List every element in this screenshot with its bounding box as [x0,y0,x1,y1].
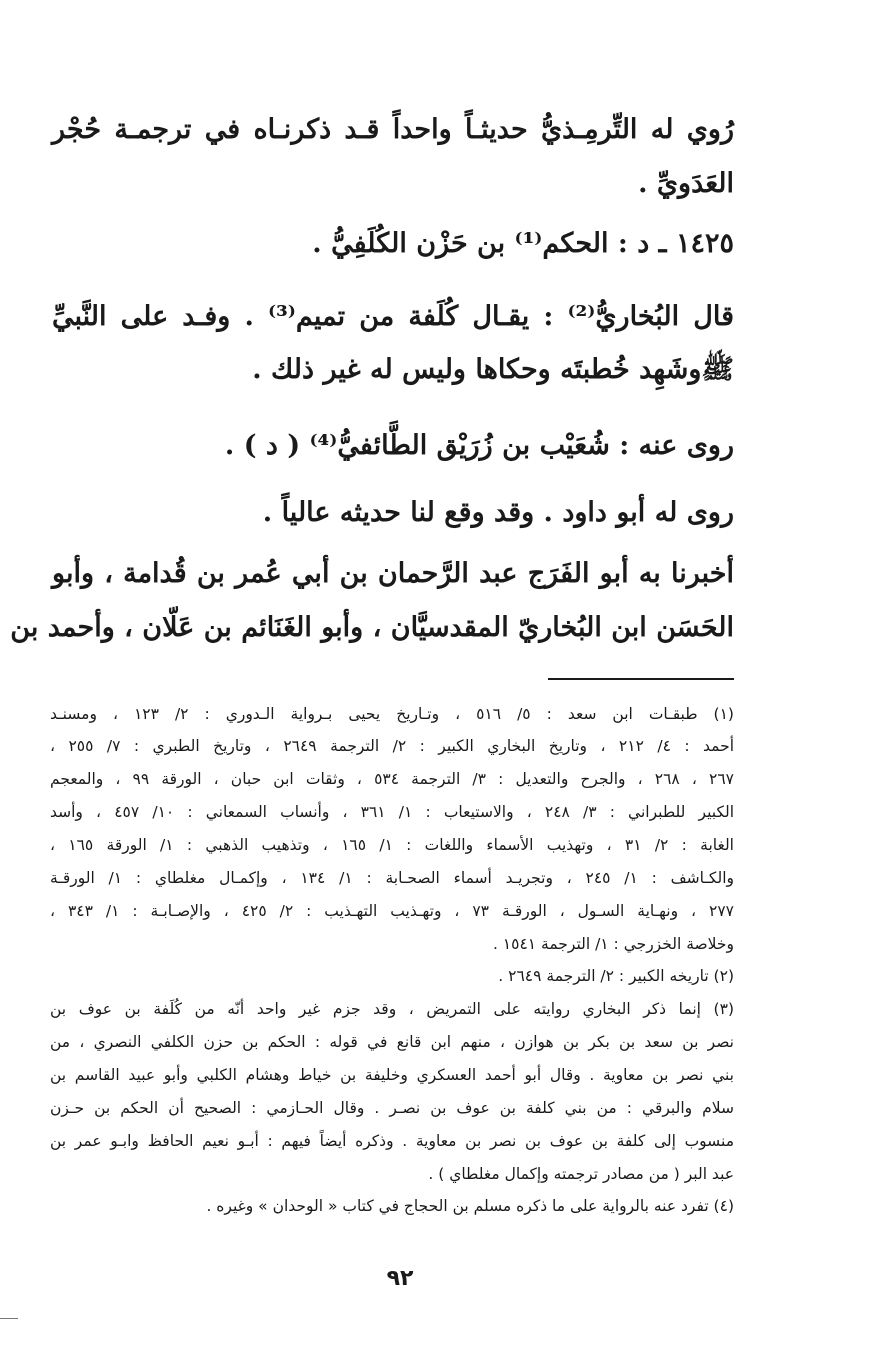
main-text-line-2: العَدَويِّ . [638,168,734,199]
scan-edge-mark [0,1318,18,1319]
footnote-separator [548,678,734,680]
footnote-line: ٢٦٧ ، ٢٦٨ ، والجرح والتعديل : ٣/ الترجمة ٥٣٤ ، وثقات ابن حبان ، الورقة ٩٩ ، والمعجم [50,770,734,788]
main-text-line-5: ﷺوشَهِد خُطبتَه وحكاها وليس له غير ذلك . [252,354,734,385]
footnote-line: منسوب إلى كلفة بن عوف بن نصر بن معاوية . وذكره أيضاً فيهم : أبـو نعيم الحافظ وابـو عمر بن [50,1132,734,1150]
footnote-line: بني نصر بن معاوية . وقال أبو أحمد العسكري وخليفة بن خياط وهشام الكلبي وأبو عبيد القاسم بن [50,1066,734,1084]
entry-heading: ١٤٢٥ ـ د : الحكم⁽¹⁾ بن حَزْن الكُلَفِيُّ . [312,228,734,259]
main-text-line-7: روى له أبو داود . وقد وقع لنا حديثه عالياً . [262,497,734,528]
footnote-line: الغابة : ٢/ ٣١ ، وتهذيب الأسماء واللغات : ١/ ١٦٥ ، وتذهيب الذهبي : ١/ الورقة ١٦٥ ، [50,836,734,854]
footnote-line: (٤) تفرد عنه بالرواية على ما ذكره مسلم بن الحجاج في كتاب « الوحدان » وغيره . [206,1197,734,1215]
footnote-line: أحمد : ٤/ ٢١٢ ، وتاريخ البخاري الكبير : ٢/ الترجمة ٢٦٤٩ ، وتاريخ الطبري : ٧/ ٢٥٥ ، [50,737,734,755]
footnote-line: (٢) تاريخه الكبير : ٢/ الترجمة ٢٦٤٩ . [498,967,734,985]
footnote-line: (١) طبقـات ابن سعد : ٥/ ٥١٦ ، وتـاريخ يحيى بـرواية الـدوري : ٢/ ١٢٣ ، ومسنـد [50,705,734,723]
footnote-line: عبد البر ( من مصادر ترجمته وإكمال مغلطاي ) . [428,1165,734,1183]
page-number: ٩٢ [386,1266,414,1291]
main-text-line-1: رُوي له التِّرمِـذيُّ حديثـاً واحداً قـد ذكرنـاه في ترجمـة حُجْر [52,114,734,145]
footnote-line: والكـاشف : ١/ ٢٤٥ ، وتجريـد أسماء الصحـابة : ١/ ١٣٤ ، وإكمـال مغلطاي : ١/ الورقـة [50,869,734,887]
main-text-line-6: روى عنه : شُعَيْب بن زُرَيْق الطَّائفيُّ⁽⁴⁾ ( د ) . [224,430,734,461]
main-text-line-8: أخبرنا به أبو الفَرَج عبد الرَّحمان بن أبي عُمر بن قُدامة ، وأبو [52,558,734,589]
main-text-line-9: الحَسَن ابن البُخاريّ المقدسيَّان ، وأبو الغَنَائم بن عَلّان ، وأحمد بن [10,612,734,643]
main-text-line-4: قال البُخاريُّ⁽²⁾ : يقـال كُلَفة من تميم⁽³⁾ . وفـد على النَّبيِّ [52,301,734,332]
footnote-line: ٢٧٧ ، ونهـاية السـول ، الورقـة ٧٣ ، وتهـذيب التهـذيب : ٢/ ٤٢٥ ، والإصـابـة : ١/ ٣٤٣ ، [50,902,734,920]
footnote-line: نصر بن سعد بن بكر بن هوازن ، منهم ابن قانع في قوله : الحكم بن حزن الكلفي النصري ، من [50,1033,734,1051]
footnote-line: وخلاصة الخزرجي : ١/ الترجمة ١٥٤١ . [492,935,734,953]
footnote-line: الكبير للطبراني : ٣/ ٢٤٨ ، والاستيعاب : ١/ ٣٦١ ، وأنساب السمعاني : ١٠/ ٤٥٧ ، وأسد [50,803,735,821]
footnote-line: سلام والبرقي : من بني كلفة بن عوف بن نصـر . وقال الحـازمي : الصحيح أن الحكم بن حـزن [50,1099,734,1117]
footnote-line: (٣) إنما ذكر البخاري روايته على التمريض ، وقد جزم غير واحد أنّه من كُلَفة بن عوف بن [50,1000,734,1018]
